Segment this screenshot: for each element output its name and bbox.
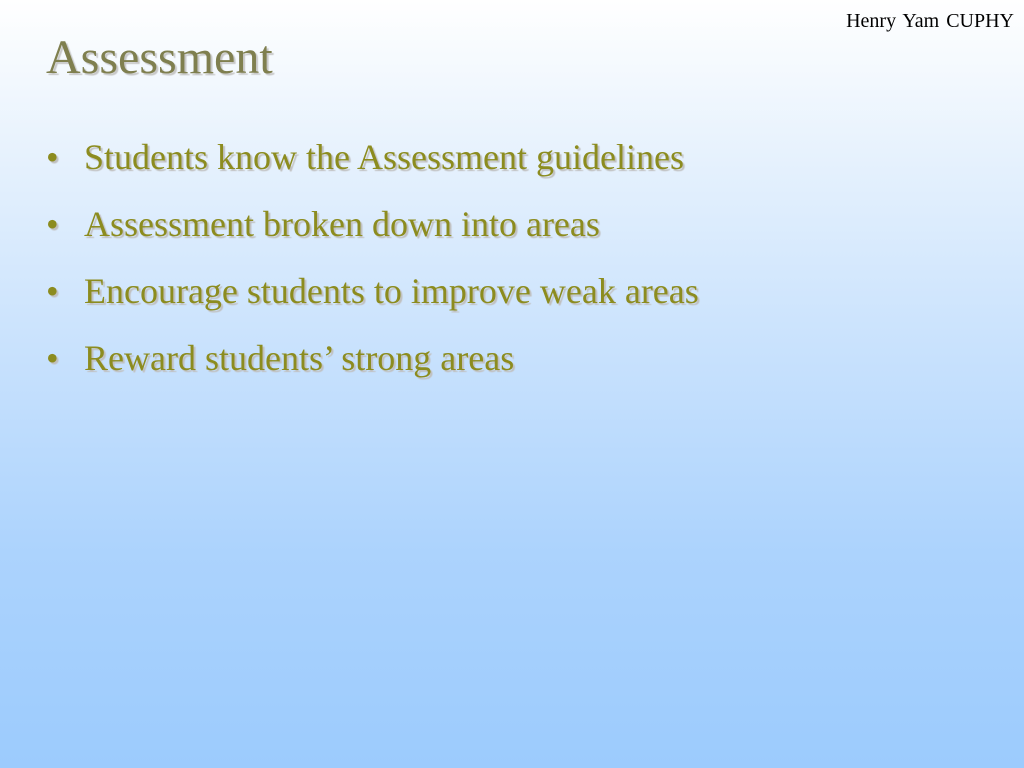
bullet-text: Reward students’ strong areas (84, 338, 515, 378)
bullet-item (46, 203, 699, 270)
bullet-item (46, 270, 699, 337)
slide-title: Assessment (46, 31, 273, 84)
bullet-icon: • (46, 204, 59, 244)
author-label: Henry Yam CUPHY (846, 10, 1014, 32)
bullet-list (46, 136, 699, 404)
bullet-item (46, 337, 699, 404)
bullet-icon: • (46, 271, 59, 311)
bullet-icon: • (46, 137, 59, 177)
bullet-text: Encourage students to improve weak areas (84, 271, 699, 311)
bullet-item (46, 136, 699, 203)
bullet-icon: • (46, 338, 59, 378)
bullet-text: Assessment broken down into areas (84, 204, 600, 244)
bullet-text: Students know the Assessment guidelines (84, 137, 684, 177)
